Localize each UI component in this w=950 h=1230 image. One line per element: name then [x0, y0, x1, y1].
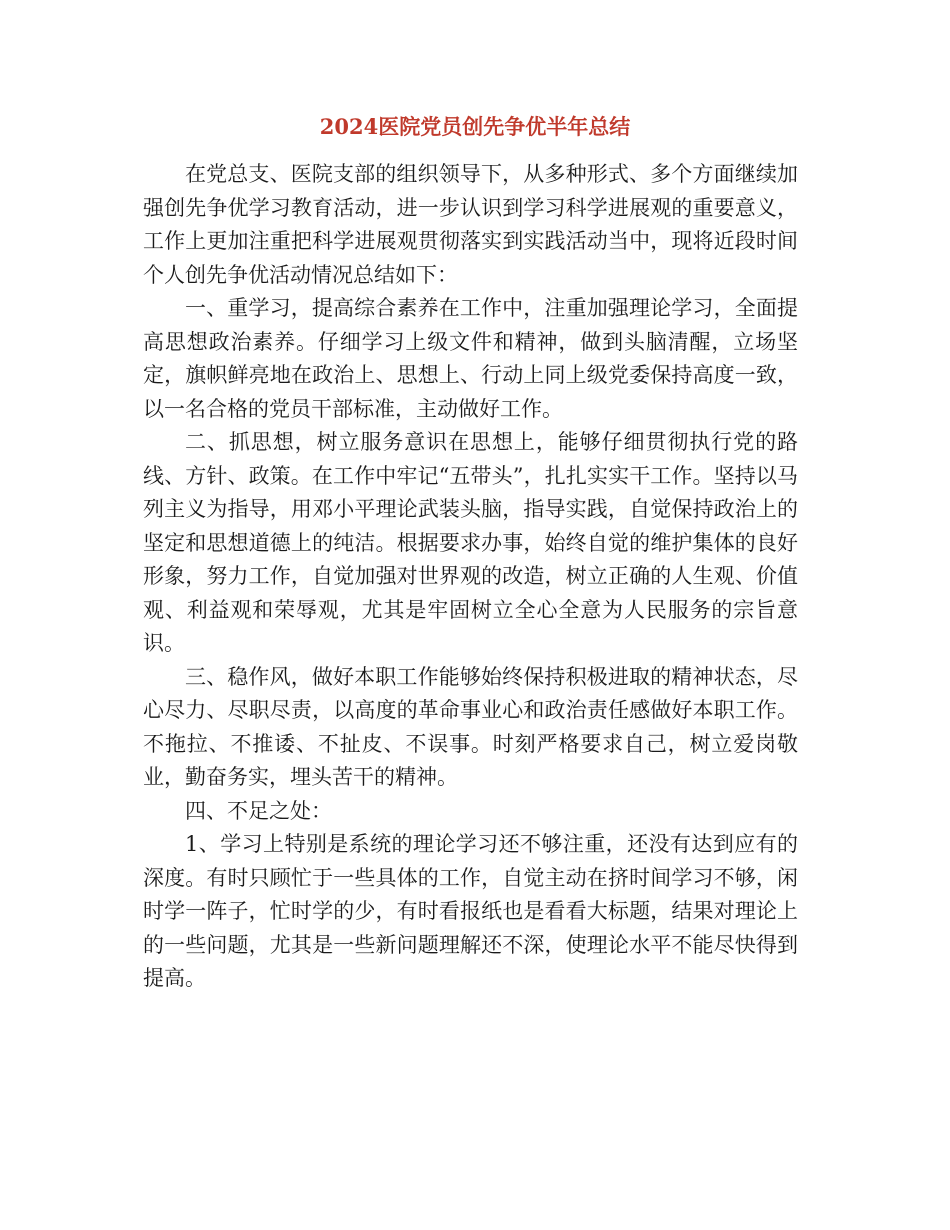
paragraph-study: 一、重学习，提高综合素养在工作中，注重加强理论学习，全面提高思想政治素养。仔细学习上级文件和精神，做到头脑清醒，立场坚定，旗帜鲜亮地在政治上、思想上、行动上同上级党委保持高度一致，以一名合格的党员干部标准，主动做好工作。: [143, 296, 798, 421]
paragraph-intro: 在党总支、医院支部的组织领导下，从多种形式、多个方面继续加强创先争优学习教育活动，进一步认识到学习科学进展观的重要意义，工作上更加注重把科学进展观贯彻落实到实践活动当中，现将近段时间个人创先争优活动情况总结如下：: [143, 162, 798, 287]
paragraph-shortcomings-heading: 四、不足之处：: [185, 798, 332, 823]
paragraph-style: 三、稳作风，做好本职工作能够始终保持积极进取的精神状态，尽心尽力、尽职尽责，以高度的革命事业心和政治责任感做好本职工作。不拖拉、不推诿、不扯皮、不误事。时刻严格要求自己，树立爱岗敬业，勤奋务实，埋头苦干的精神。: [143, 664, 798, 789]
document-title: 2024医院党员创先争优半年总结: [319, 114, 631, 139]
document-body: [143, 158, 798, 996]
paragraph-thought: 二、抓思想，树立服务意识在思想上，能够仔细贯彻执行党的路线、方针、政策。在工作中牢记“五带头”，扎扎实实干工作。坚持以马列主义为指导，用邓小平理论武装头脑，指导实践，自觉保持政治上的坚定和思想道德上的纯洁。根据要求办事，始终自觉的维护集体的良好形象，努力工作，自觉加强对世界观的改造，树立正确的人生观、价值观、利益观和荣辱观，尤其是牢固树立全心全意为人民服务的宗旨意识。: [143, 430, 798, 655]
paragraph-shortcoming-1: 1、学习上特别是系统的理论学习还不够注重，还没有达到应有的深度。有时只顾忙于一些具体的工作，自觉主动在挤时间学习不够，闲时学一阵子，忙时学的少，有时看报纸也是看看大标题，结果对理论上的一些问题，尤其是一些新问题理解还不深，使理论水平不能尽快得到提高。: [143, 832, 798, 990]
